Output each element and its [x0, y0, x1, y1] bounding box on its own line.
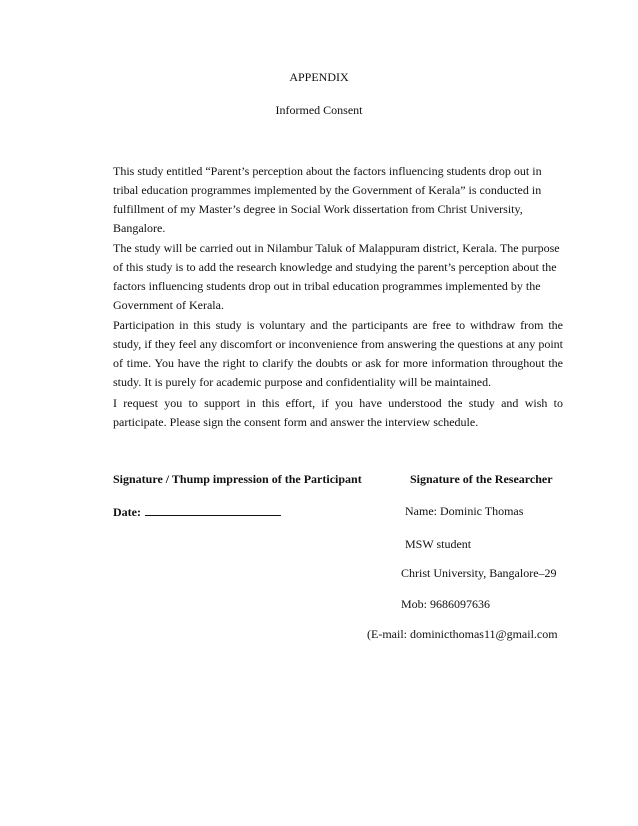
date-blank-line — [145, 504, 281, 516]
researcher-university: Christ University, Bangalore–29 — [401, 566, 557, 580]
date-label: Date: — [113, 505, 141, 519]
researcher-email: (E-mail: dominicthomas11@gmail.com — [367, 627, 558, 641]
paragraph-study-title: This study entitled “Parent’s perception about the factors influencing students drop out in tribal education programmes implemented by the Government of Kerala” is conducted in fulfillment of my Master’s degree in Social Work dissertation from Christ University, Bangalore. — [113, 164, 542, 235]
participant-signature-label: Signature / Thump impression of the Participant — [113, 472, 362, 486]
document-title: Informed Consent — [275, 103, 363, 117]
paragraph-request: I request you to support in this effort, if you have understood the study and wish to participate. Please sign the consent form and answer the interview schedule. — [113, 396, 563, 429]
researcher-name: Name: Dominic Thomas — [405, 504, 524, 518]
paragraph-study-purpose: The study will be carried out in Nilambur Taluk of Malappuram district, Kerala. The purpose of this study is to add the research knowledge and studying the parent’s perception about the factors influencing students drop out in tribal education programmes implemented by the Government of Kerala. — [113, 241, 560, 312]
paragraph-participation: Participation in this study is voluntary and the participants are free to withdraw from the study, if they feel any discomfort or inconvenience from answering the questions at any point of time. You have the right to clarify the doubts or ask for more information throughout the study. It is purely for academic purpose and confidentiality will be maintained. — [113, 318, 563, 389]
date-row — [113, 504, 281, 520]
researcher-role: MSW student — [405, 537, 472, 551]
researcher-mobile: Mob: 9686097636 — [401, 597, 491, 611]
researcher-signature-label: Signature of the Researcher — [410, 472, 553, 486]
appendix-heading: APPENDIX — [289, 70, 349, 84]
